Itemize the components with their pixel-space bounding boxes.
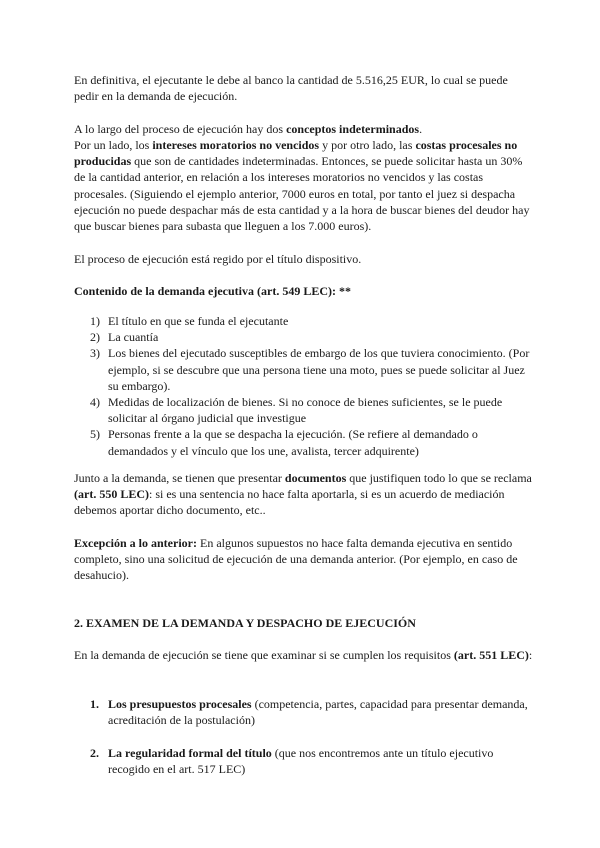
- paragraph-titulo-dispositivo: El proceso de ejecución está regido por el título dispositivo.: [74, 252, 362, 266]
- list-text: Personas frente a la que se despacha la ejecución. (Se refiere al demandado o demandados y el vínculo que los une, avalista, tercer adquirente): [108, 427, 478, 458]
- list-text: Medidas de localización de bienes. Si no conoce de bienes suficientes, se le puede solicitar al órgano judicial que investigue: [108, 395, 503, 426]
- list-number: 5): [90, 427, 100, 442]
- requisito-item: [90, 696, 530, 728]
- bold-run: (art. 551 LEC): [453, 648, 529, 662]
- list-text: [90, 745, 530, 777]
- list-item: [90, 394, 530, 426]
- list-number: 4): [90, 395, 100, 410]
- list-text: [90, 696, 530, 728]
- requisito-item: [90, 745, 530, 777]
- section-heading-contenido: Contenido de la demanda ejecutiva (art. 549 LEC): **: [74, 284, 351, 298]
- list-text: La cuantía: [108, 330, 159, 345]
- list-item: [90, 426, 530, 458]
- paragraph-documentos: [74, 470, 534, 519]
- list-text: Los bienes del ejecutado susceptibles de embargo de los que tuviera conocimiento. (Por ejemplo, si se descubre que una persona tiene una moto, pues se puede solicitar al Juez su embargo).: [108, 346, 530, 393]
- contenido-list: [90, 313, 530, 459]
- paragraph-requisitos: [74, 647, 534, 663]
- bold-run: documentos: [284, 471, 347, 485]
- list-number: 1): [90, 314, 100, 328]
- text-run: Por un lado, los: [74, 138, 153, 152]
- list-number: 3): [90, 346, 100, 361]
- text-run: En la demanda de ejecución se tiene que examinar si se cumplen los requisitos: [74, 648, 454, 662]
- text-run: En algunos supuestos no hace falta demanda ejecutiva en sentido completo, sino una solicitud de ejecución de una demanda anterior. (Por ejemplo, en caso de desahucio).: [74, 536, 518, 583]
- paragraph-intereses: [74, 137, 534, 234]
- text-run: A lo largo del proceso de ejecución hay dos: [74, 122, 287, 136]
- text-run: .: [419, 122, 423, 136]
- list-text: El título en que se funda el ejecutante: [108, 314, 289, 328]
- bold-run: Los presupuestos procesales: [108, 697, 252, 711]
- list-number: 2): [90, 330, 100, 345]
- text-run: (competencia, partes, capacidad para presentar demanda, acreditación de la postulación): [108, 697, 528, 728]
- section-heading-examen: 2. EXAMEN DE LA DEMANDA Y DESPACHO DE EJECUCIÓN: [74, 616, 416, 630]
- bold-run: (art. 550 LEC): [74, 487, 149, 502]
- text-run: : si es una sentencia no hace falta aportarla, si es un acuerdo de mediación debemos aportar dicho documento, etc..: [74, 487, 505, 518]
- paragraph-conceptos: [74, 121, 534, 137]
- bold-run: Excepción a lo anterior:: [74, 536, 197, 550]
- bold-run: La regularidad formal del título: [108, 746, 272, 760]
- text-run: que son de cantidades indeterminadas. Entonces, se puede solicitar hasta un 30% de la cantidad anterior, en relación a los intereses moratorios no vencidos y las costas procesales. (Siguiendo el ejemplo anterior, 7000 euros en total, por tanto el juez si despacha ejecución no puede despachar más de esta cantidad y a la hora de buscar bienes del deudor hay que buscar bienes para subasta que lleguen a los 7.000 euros).: [74, 154, 530, 234]
- text-run: que justifiquen todo lo que se reclama: [346, 471, 532, 485]
- text-run: Junto a la demanda, se tienen que presentar: [74, 471, 285, 485]
- list-item: [90, 329, 530, 345]
- text-run: :: [528, 648, 533, 662]
- paragraph-excepcion: [74, 535, 534, 584]
- bold-run: conceptos indeterminados: [286, 122, 420, 136]
- list-number: 2.: [90, 746, 99, 760]
- bold-run: intereses moratorios no vencidos: [152, 138, 320, 152]
- paragraph-conclusion: En definitiva, el ejecutante le debe al banco la cantidad de 5.516,25 EUR, lo cual se puede pedir en la demanda de ejecución.: [74, 73, 508, 104]
- list-item: [90, 345, 530, 394]
- bold-run: costas procesales no producidas: [74, 138, 518, 169]
- text-run: y por otro lado, las: [319, 138, 416, 152]
- text-run: (que nos encontremos ante un título ejecutivo recogido en el art. 517 LEC): [108, 746, 494, 777]
- list-number: 1.: [90, 697, 99, 711]
- list-item: [90, 313, 530, 329]
